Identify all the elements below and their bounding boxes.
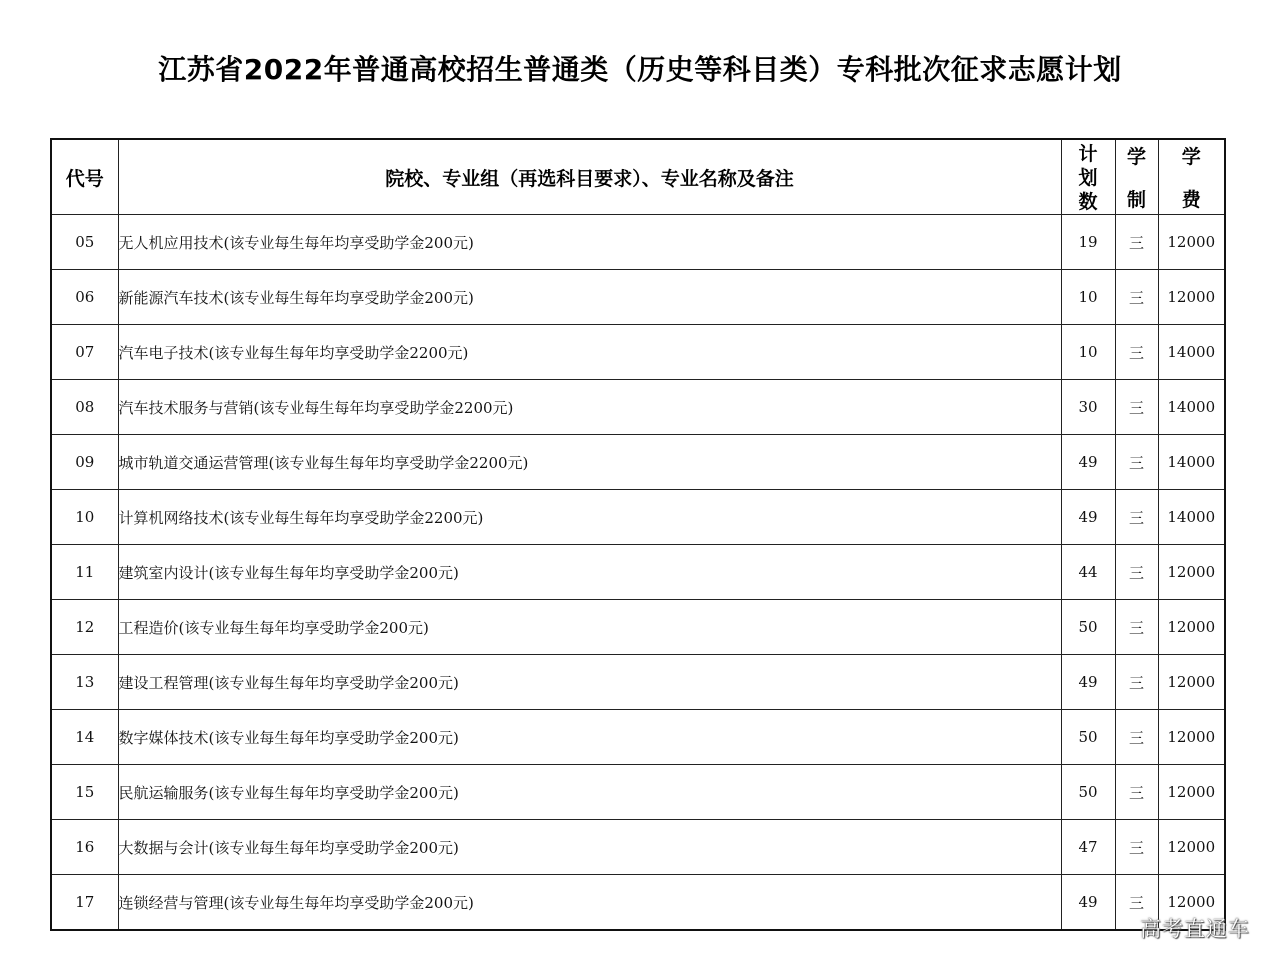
row-fee: 12000 [1158, 655, 1225, 710]
row-plan: 10 [1061, 270, 1115, 325]
header-duration-char-2: 制 [1126, 189, 1146, 211]
table-row [51, 820, 1225, 875]
row-duration: 三 [1115, 490, 1158, 545]
watermark-text: 高考直通车 [1140, 917, 1250, 941]
table-row [51, 215, 1225, 270]
row-fee: 12000 [1158, 820, 1225, 875]
table-row [51, 765, 1225, 820]
row-name: 民航运输服务(该专业每生每年均享受助学金200元) [118, 765, 1061, 820]
table-row [51, 600, 1225, 655]
row-name: 新能源汽车技术(该专业每生每年均享受助学金200元) [118, 270, 1061, 325]
row-duration: 三 [1115, 545, 1158, 600]
row-code: 13 [51, 655, 118, 710]
row-plan: 47 [1061, 820, 1115, 875]
header-plan-char-2: 划 [1078, 167, 1098, 189]
row-duration: 三 [1115, 325, 1158, 380]
row-name: 数字媒体技术(该专业每生每年均享受助学金200元) [118, 710, 1061, 765]
row-code: 14 [51, 710, 118, 765]
row-plan: 19 [1061, 215, 1115, 270]
row-fee: 14000 [1158, 325, 1225, 380]
row-duration: 三 [1115, 270, 1158, 325]
row-code: 05 [51, 215, 118, 270]
row-plan: 50 [1061, 710, 1115, 765]
row-duration: 三 [1115, 435, 1158, 490]
row-name: 建设工程管理(该专业每生每年均享受助学金200元) [118, 655, 1061, 710]
row-plan: 49 [1061, 655, 1115, 710]
row-code: 09 [51, 435, 118, 490]
header-name: 院校、专业组（再选科目要求）、专业名称及备注 [118, 139, 1061, 215]
row-duration: 三 [1115, 820, 1158, 875]
row-plan: 49 [1061, 490, 1115, 545]
row-name: 汽车技术服务与营销(该专业每生每年均享受助学金2200元) [118, 380, 1061, 435]
page-title: 江苏省2022年普通高校招生普通类（历史等科目类）专科批次征求志愿计划 [158, 53, 1122, 86]
row-fee: 12000 [1158, 215, 1225, 270]
row-plan: 50 [1061, 765, 1115, 820]
row-code: 15 [51, 765, 118, 820]
row-plan: 10 [1061, 325, 1115, 380]
table-row [51, 270, 1225, 325]
row-fee: 12000 [1158, 710, 1225, 765]
table-row [51, 875, 1225, 931]
row-plan: 50 [1061, 600, 1115, 655]
row-code: 16 [51, 820, 118, 875]
row-name: 计算机网络技术(该专业每生每年均享受助学金2200元) [118, 490, 1061, 545]
row-name: 城市轨道交通运营管理(该专业每生每年均享受助学金2200元) [118, 435, 1061, 490]
row-fee: 14000 [1158, 490, 1225, 545]
header-code: 代号 [51, 139, 118, 215]
row-code: 07 [51, 325, 118, 380]
row-code: 12 [51, 600, 118, 655]
row-code: 11 [51, 545, 118, 600]
row-duration: 三 [1115, 875, 1158, 931]
row-fee: 12000 [1158, 270, 1225, 325]
row-duration: 三 [1115, 710, 1158, 765]
row-duration: 三 [1115, 765, 1158, 820]
row-plan: 49 [1061, 875, 1115, 931]
header-duration-char-1: 学 [1126, 146, 1146, 168]
table-row [51, 710, 1225, 765]
row-code: 06 [51, 270, 118, 325]
row-duration: 三 [1115, 380, 1158, 435]
row-fee: 12000 [1158, 600, 1225, 655]
table-row [51, 435, 1225, 490]
header-plan [1061, 139, 1115, 215]
table-row [51, 655, 1225, 710]
row-plan: 49 [1061, 435, 1115, 490]
row-name: 建筑室内设计(该专业每生每年均享受助学金200元) [118, 545, 1061, 600]
row-fee: 12000 [1158, 875, 1225, 931]
row-duration: 三 [1115, 600, 1158, 655]
row-name: 工程造价(该专业每生每年均享受助学金200元) [118, 600, 1061, 655]
table-row [51, 545, 1225, 600]
header-duration [1115, 139, 1158, 215]
header-plan-char-3: 数 [1078, 191, 1098, 213]
row-name: 大数据与会计(该专业每生每年均享受助学金200元) [118, 820, 1061, 875]
header-plan-char-1: 计 [1078, 143, 1098, 165]
header-fee-char-1: 学 [1181, 146, 1201, 168]
row-plan: 44 [1061, 545, 1115, 600]
row-fee: 12000 [1158, 765, 1225, 820]
row-fee: 14000 [1158, 435, 1225, 490]
row-fee: 14000 [1158, 380, 1225, 435]
row-duration: 三 [1115, 215, 1158, 270]
row-code: 08 [51, 380, 118, 435]
row-code: 17 [51, 875, 118, 931]
table-row [51, 325, 1225, 380]
header-fee-char-2: 费 [1181, 189, 1201, 211]
table-row [51, 380, 1225, 435]
row-name: 连锁经营与管理(该专业每生每年均享受助学金200元) [118, 875, 1061, 931]
row-plan: 30 [1061, 380, 1115, 435]
row-duration: 三 [1115, 655, 1158, 710]
row-fee: 12000 [1158, 545, 1225, 600]
table-row [51, 490, 1225, 545]
row-code: 10 [51, 490, 118, 545]
row-name: 无人机应用技术(该专业每生每年均享受助学金200元) [118, 215, 1061, 270]
row-name: 汽车电子技术(该专业每生每年均享受助学金2200元) [118, 325, 1061, 380]
enrollment-plan-table [50, 138, 1226, 931]
table-header-row [51, 139, 1225, 215]
header-fee [1158, 139, 1225, 215]
